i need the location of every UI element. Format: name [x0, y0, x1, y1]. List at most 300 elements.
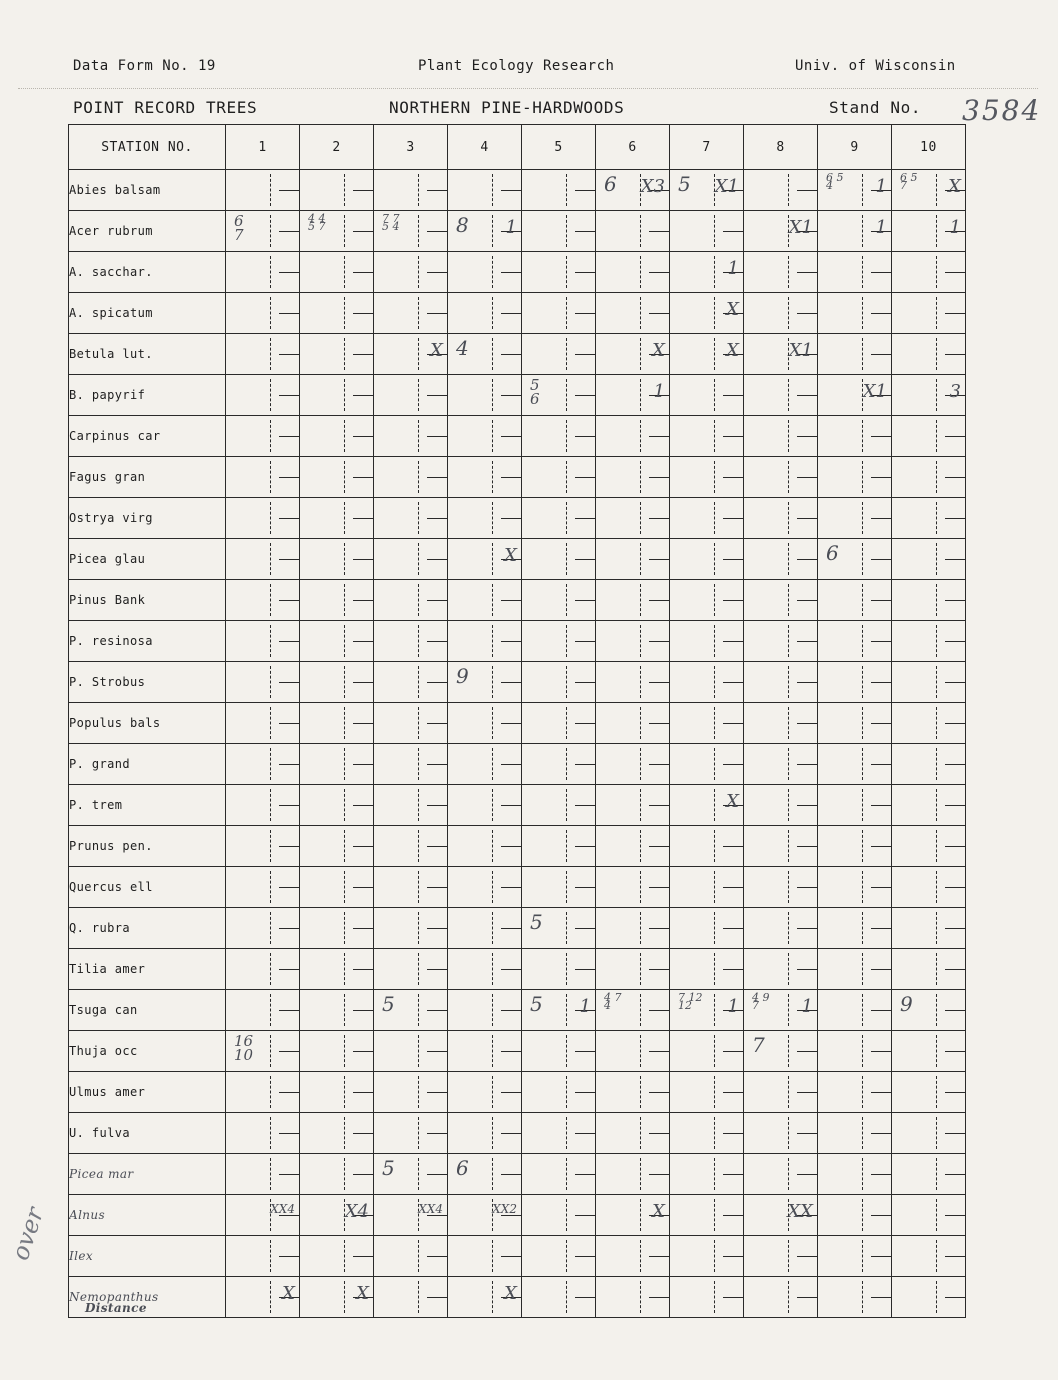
record-cell	[670, 1031, 744, 1072]
cell-entry-tally: X	[504, 1283, 517, 1304]
record-cell	[522, 1277, 596, 1318]
record-cell	[448, 457, 522, 498]
record-cell	[818, 662, 892, 703]
species-label: Fagus gran	[69, 457, 226, 498]
record-cell	[226, 375, 300, 416]
record-cell	[448, 293, 522, 334]
cell-entry	[456, 338, 469, 358]
species-label: B. papyrif	[69, 375, 226, 416]
record-cell	[374, 867, 448, 908]
record-cell	[226, 416, 300, 457]
record-cell	[596, 1113, 670, 1154]
record-cell	[744, 744, 818, 785]
record-cell	[300, 293, 374, 334]
record-cell	[596, 1277, 670, 1318]
record-cell	[596, 949, 670, 990]
species-label: P. Strobus	[69, 662, 226, 703]
table-row	[69, 826, 966, 867]
cell-entry	[826, 543, 839, 563]
record-cell	[226, 1154, 300, 1195]
record-cell	[300, 375, 374, 416]
species-label: Q. rubra	[69, 908, 226, 949]
record-cell	[670, 1072, 744, 1113]
cell-entry-main: 5	[382, 992, 395, 1016]
cell-entry	[678, 991, 704, 1013]
record-cell	[744, 1236, 818, 1277]
record-cell	[300, 744, 374, 785]
cell-entry-tally: 3	[949, 381, 961, 402]
record-cell	[226, 170, 300, 211]
record-cell	[448, 662, 522, 703]
cell-entry-main: 7 7 5 4	[382, 212, 400, 234]
record-cell	[744, 785, 818, 826]
record-cell	[448, 908, 522, 949]
record-cell	[226, 252, 300, 293]
record-cell	[374, 826, 448, 867]
record-cell	[670, 1113, 744, 1154]
station-header-2: 2	[300, 125, 374, 170]
record-cell	[596, 211, 670, 252]
cell-entry-main: 9	[900, 992, 913, 1016]
record-cell	[892, 211, 966, 252]
record-cell	[596, 334, 670, 375]
record-cell	[226, 826, 300, 867]
record-cell	[374, 662, 448, 703]
record-cell	[448, 334, 522, 375]
record-cell	[448, 785, 522, 826]
record-cell	[522, 334, 596, 375]
record-cell	[300, 498, 374, 539]
cell-entry-main: 5	[382, 1156, 395, 1180]
record-cell	[670, 211, 744, 252]
record-cell	[892, 662, 966, 703]
record-cell	[892, 334, 966, 375]
stand-number: 3584	[962, 94, 1042, 127]
record-cell	[374, 1154, 448, 1195]
table-row	[69, 621, 966, 662]
species-label: P. resinosa	[69, 621, 226, 662]
cell-entry-tally: 1	[579, 996, 591, 1017]
record-cell	[374, 457, 448, 498]
record-cell	[522, 785, 596, 826]
record-cell	[226, 662, 300, 703]
record-cell	[300, 170, 374, 211]
record-cell	[818, 580, 892, 621]
record-cell	[818, 1072, 892, 1113]
species-text: Nemopanthus	[69, 1290, 159, 1304]
record-cell	[818, 375, 892, 416]
record-cell	[892, 703, 966, 744]
record-cell	[522, 867, 596, 908]
record-cell	[522, 1072, 596, 1113]
record-cell	[670, 990, 744, 1031]
cell-entry-main: 8	[456, 213, 469, 237]
record-cell	[744, 170, 818, 211]
table-row	[69, 908, 966, 949]
record-cell	[818, 334, 892, 375]
record-cell	[596, 826, 670, 867]
record-cell	[522, 211, 596, 252]
record-cell	[596, 539, 670, 580]
cell-entry-main: 5 6	[530, 376, 540, 408]
record-cell	[670, 785, 744, 826]
record-cell	[818, 293, 892, 334]
record-cell	[670, 1236, 744, 1277]
record-cell	[670, 416, 744, 457]
record-cell	[670, 744, 744, 785]
cell-entry-tally: XX	[787, 1201, 813, 1222]
record-cell	[226, 1072, 300, 1113]
table-row	[69, 1277, 966, 1318]
record-cell	[300, 621, 374, 662]
record-cell	[818, 416, 892, 457]
species-label	[69, 1277, 226, 1318]
record-cell	[226, 539, 300, 580]
record-cell	[448, 375, 522, 416]
record-cell	[522, 662, 596, 703]
record-cell	[226, 498, 300, 539]
cell-entry-tally: XX4	[270, 1202, 295, 1216]
record-cell	[744, 621, 818, 662]
record-cell	[448, 744, 522, 785]
record-cell	[226, 1277, 300, 1318]
cell-entry	[752, 1035, 765, 1055]
record-cell	[374, 1031, 448, 1072]
record-cell	[596, 1031, 670, 1072]
record-cell	[670, 457, 744, 498]
record-cell	[596, 662, 670, 703]
cell-entry	[456, 1158, 469, 1178]
station-header-9: 9	[818, 125, 892, 170]
record-cell	[226, 908, 300, 949]
table-row	[69, 785, 966, 826]
record-cell	[892, 457, 966, 498]
record-cell	[670, 580, 744, 621]
record-cell	[596, 170, 670, 211]
record-cell	[226, 867, 300, 908]
record-cell	[300, 949, 374, 990]
cell-entry	[456, 666, 469, 686]
record-cell	[522, 498, 596, 539]
record-cell	[818, 908, 892, 949]
record-cell	[818, 1236, 892, 1277]
record-cell	[892, 416, 966, 457]
forest-type: NORTHERN PINE-HARDWOODS	[389, 98, 625, 117]
record-cell	[892, 744, 966, 785]
record-cell	[448, 826, 522, 867]
record-cell	[226, 211, 300, 252]
cell-entry-main: 4 4 5 7	[308, 212, 326, 234]
record-cell	[818, 785, 892, 826]
record-cell	[374, 949, 448, 990]
record-cell	[596, 867, 670, 908]
record-cell	[374, 416, 448, 457]
cell-entry-tally: X1	[788, 340, 813, 361]
record-cell	[892, 293, 966, 334]
station-header-4: 4	[448, 125, 522, 170]
station-header-3: 3	[374, 125, 448, 170]
cell-entry-main: 7	[752, 1033, 765, 1057]
cell-entry-tally: X	[726, 791, 739, 812]
cell-entry-main: 5	[530, 910, 543, 934]
cell-entry	[382, 212, 408, 234]
table-row	[69, 662, 966, 703]
cell-entry-main: 4 7 4	[604, 991, 622, 1013]
table-row	[69, 1154, 966, 1195]
record-cell	[892, 498, 966, 539]
record-cell	[744, 1277, 818, 1318]
record-cell	[226, 457, 300, 498]
cell-entry	[530, 376, 550, 408]
species-label: Pinus Bank	[69, 580, 226, 621]
record-cell	[744, 703, 818, 744]
record-cell	[892, 539, 966, 580]
record-cell	[744, 580, 818, 621]
cell-entry	[234, 1032, 254, 1064]
record-cell	[596, 375, 670, 416]
margin-note: over	[6, 1203, 50, 1264]
table-row	[69, 252, 966, 293]
record-cell	[448, 252, 522, 293]
cell-entry	[826, 171, 852, 193]
record-cell	[448, 949, 522, 990]
record-cell	[670, 1154, 744, 1195]
record-cell	[892, 1113, 966, 1154]
record-cell	[818, 539, 892, 580]
record-cell	[300, 867, 374, 908]
cell-entry	[382, 994, 395, 1014]
record-cell	[300, 1195, 374, 1236]
species-label: Quercus ell	[69, 867, 226, 908]
record-cell	[374, 1113, 448, 1154]
record-cell	[300, 252, 374, 293]
cell-entry-main: 5	[530, 992, 543, 1016]
station-header-8: 8	[744, 125, 818, 170]
record-cell	[818, 252, 892, 293]
record-cell	[448, 1031, 522, 1072]
record-cell	[374, 252, 448, 293]
cell-entry	[234, 212, 254, 244]
cell-entry-tally: 1	[727, 996, 739, 1017]
record-cell	[744, 498, 818, 539]
record-cell	[818, 211, 892, 252]
record-cell	[448, 211, 522, 252]
cell-entry-main: 6 5 7	[900, 171, 918, 193]
record-cell	[818, 1154, 892, 1195]
cell-entry-main: 6	[604, 172, 617, 196]
record-cell	[448, 1154, 522, 1195]
table-row	[69, 334, 966, 375]
point-record-table	[68, 124, 966, 1318]
cell-entry-tally: X1	[788, 217, 813, 238]
record-cell	[522, 744, 596, 785]
record-cell	[744, 1154, 818, 1195]
cell-entry-tally: XX4	[418, 1202, 443, 1216]
cell-entry-tally: XX2	[492, 1202, 517, 1216]
record-cell	[744, 1113, 818, 1154]
record-cell	[374, 908, 448, 949]
record-cell	[300, 1072, 374, 1113]
distance-label: Distance	[85, 1301, 147, 1315]
record-cell	[374, 170, 448, 211]
record-cell	[744, 826, 818, 867]
cell-entry-main: 4	[456, 336, 469, 360]
species-label: A. spicatum	[69, 293, 226, 334]
record-cell	[522, 949, 596, 990]
form-number: Data Form No. 19	[73, 58, 216, 74]
institution: Univ. of Wisconsin	[795, 58, 956, 74]
cell-entry-tally: X1	[714, 176, 739, 197]
record-cell	[892, 1154, 966, 1195]
station-label: STATION NO.	[69, 125, 226, 170]
species-label: Carpinus car	[69, 416, 226, 457]
record-cell	[522, 416, 596, 457]
record-cell	[226, 785, 300, 826]
record-cell	[818, 1277, 892, 1318]
record-cell	[892, 375, 966, 416]
cell-entry-tally: 1	[801, 996, 813, 1017]
station-header-1: 1	[226, 125, 300, 170]
record-cell	[596, 498, 670, 539]
record-cell	[448, 498, 522, 539]
record-cell	[670, 252, 744, 293]
record-cell	[300, 416, 374, 457]
cell-entry-tally: X	[504, 545, 517, 566]
record-cell	[300, 990, 374, 1031]
species-label: Tsuga can	[69, 990, 226, 1031]
record-cell	[226, 621, 300, 662]
cell-entry	[456, 215, 469, 235]
record-cell	[670, 375, 744, 416]
cell-entry	[900, 994, 913, 1014]
record-cell	[818, 867, 892, 908]
record-cell	[300, 1236, 374, 1277]
record-cell	[522, 826, 596, 867]
record-cell	[300, 908, 374, 949]
table-row	[69, 293, 966, 334]
record-cell	[670, 1195, 744, 1236]
record-cell	[300, 785, 374, 826]
record-cell	[744, 334, 818, 375]
record-cell	[818, 170, 892, 211]
species-label: Picea mar	[69, 1154, 226, 1195]
record-cell	[522, 252, 596, 293]
species-label: A. sacchar.	[69, 252, 226, 293]
record-cell	[670, 539, 744, 580]
record-cell	[818, 498, 892, 539]
record-cell	[892, 867, 966, 908]
record-cell	[670, 703, 744, 744]
cell-entry	[678, 174, 691, 194]
record-cell	[374, 334, 448, 375]
record-cell	[374, 621, 448, 662]
record-cell	[374, 375, 448, 416]
record-cell	[744, 252, 818, 293]
record-cell	[596, 1154, 670, 1195]
record-cell	[818, 703, 892, 744]
table-row	[69, 867, 966, 908]
record-cell	[226, 744, 300, 785]
record-cell	[670, 170, 744, 211]
record-cell	[448, 703, 522, 744]
record-cell	[374, 1277, 448, 1318]
table-row	[69, 1031, 966, 1072]
cell-entry	[604, 174, 617, 194]
species-label: Tilia amer	[69, 949, 226, 990]
cell-entry-tally: X	[726, 299, 739, 320]
record-cell	[892, 826, 966, 867]
record-cell	[818, 621, 892, 662]
record-cell	[300, 826, 374, 867]
species-rows	[69, 170, 966, 1318]
record-cell	[522, 170, 596, 211]
table-row	[69, 211, 966, 252]
record-cell	[596, 293, 670, 334]
record-cell	[670, 908, 744, 949]
cell-entry-main: 16 10	[234, 1032, 254, 1064]
cell-entry-tally: X	[652, 1201, 665, 1222]
record-cell	[892, 580, 966, 621]
species-label: U. fulva	[69, 1113, 226, 1154]
record-cell	[744, 662, 818, 703]
cell-entry-tally: X1	[862, 381, 887, 402]
record-cell	[300, 662, 374, 703]
station-header-6: 6	[596, 125, 670, 170]
record-cell	[596, 416, 670, 457]
record-cell	[670, 867, 744, 908]
cell-entry-tally: 1	[505, 217, 517, 238]
record-cell	[744, 867, 818, 908]
record-cell	[892, 170, 966, 211]
cell-entry-tally: X	[282, 1283, 295, 1304]
record-cell	[226, 293, 300, 334]
record-cell	[448, 539, 522, 580]
record-cell	[374, 1072, 448, 1113]
record-cell	[818, 826, 892, 867]
record-cell	[522, 1195, 596, 1236]
record-cell	[448, 1236, 522, 1277]
cell-entry-main: 6	[456, 1156, 469, 1180]
cell-entry-tally: X4	[344, 1201, 369, 1222]
record-cell	[818, 1195, 892, 1236]
record-cell	[522, 539, 596, 580]
record-cell	[522, 457, 596, 498]
record-cell	[744, 1195, 818, 1236]
cell-entry-main: 6 5 4	[826, 171, 844, 193]
record-cell	[744, 539, 818, 580]
record-cell	[300, 539, 374, 580]
record-cell	[744, 375, 818, 416]
record-cell	[818, 744, 892, 785]
form-title: Plant Ecology Research	[418, 58, 615, 74]
table-row	[69, 539, 966, 580]
record-cell	[374, 1236, 448, 1277]
cell-entry-main: 6 7	[234, 212, 244, 244]
record-cell	[744, 211, 818, 252]
record-cell	[670, 498, 744, 539]
species-label: Betula lut.	[69, 334, 226, 375]
table-row	[69, 457, 966, 498]
table-row	[69, 170, 966, 211]
station-header-row	[69, 125, 966, 170]
record-cell	[226, 1236, 300, 1277]
record-cell	[522, 1236, 596, 1277]
record-cell	[522, 621, 596, 662]
cell-entry-tally: X	[356, 1283, 369, 1304]
record-cell	[818, 1031, 892, 1072]
record-cell	[448, 621, 522, 662]
cell-entry-tally: X3	[640, 176, 665, 197]
